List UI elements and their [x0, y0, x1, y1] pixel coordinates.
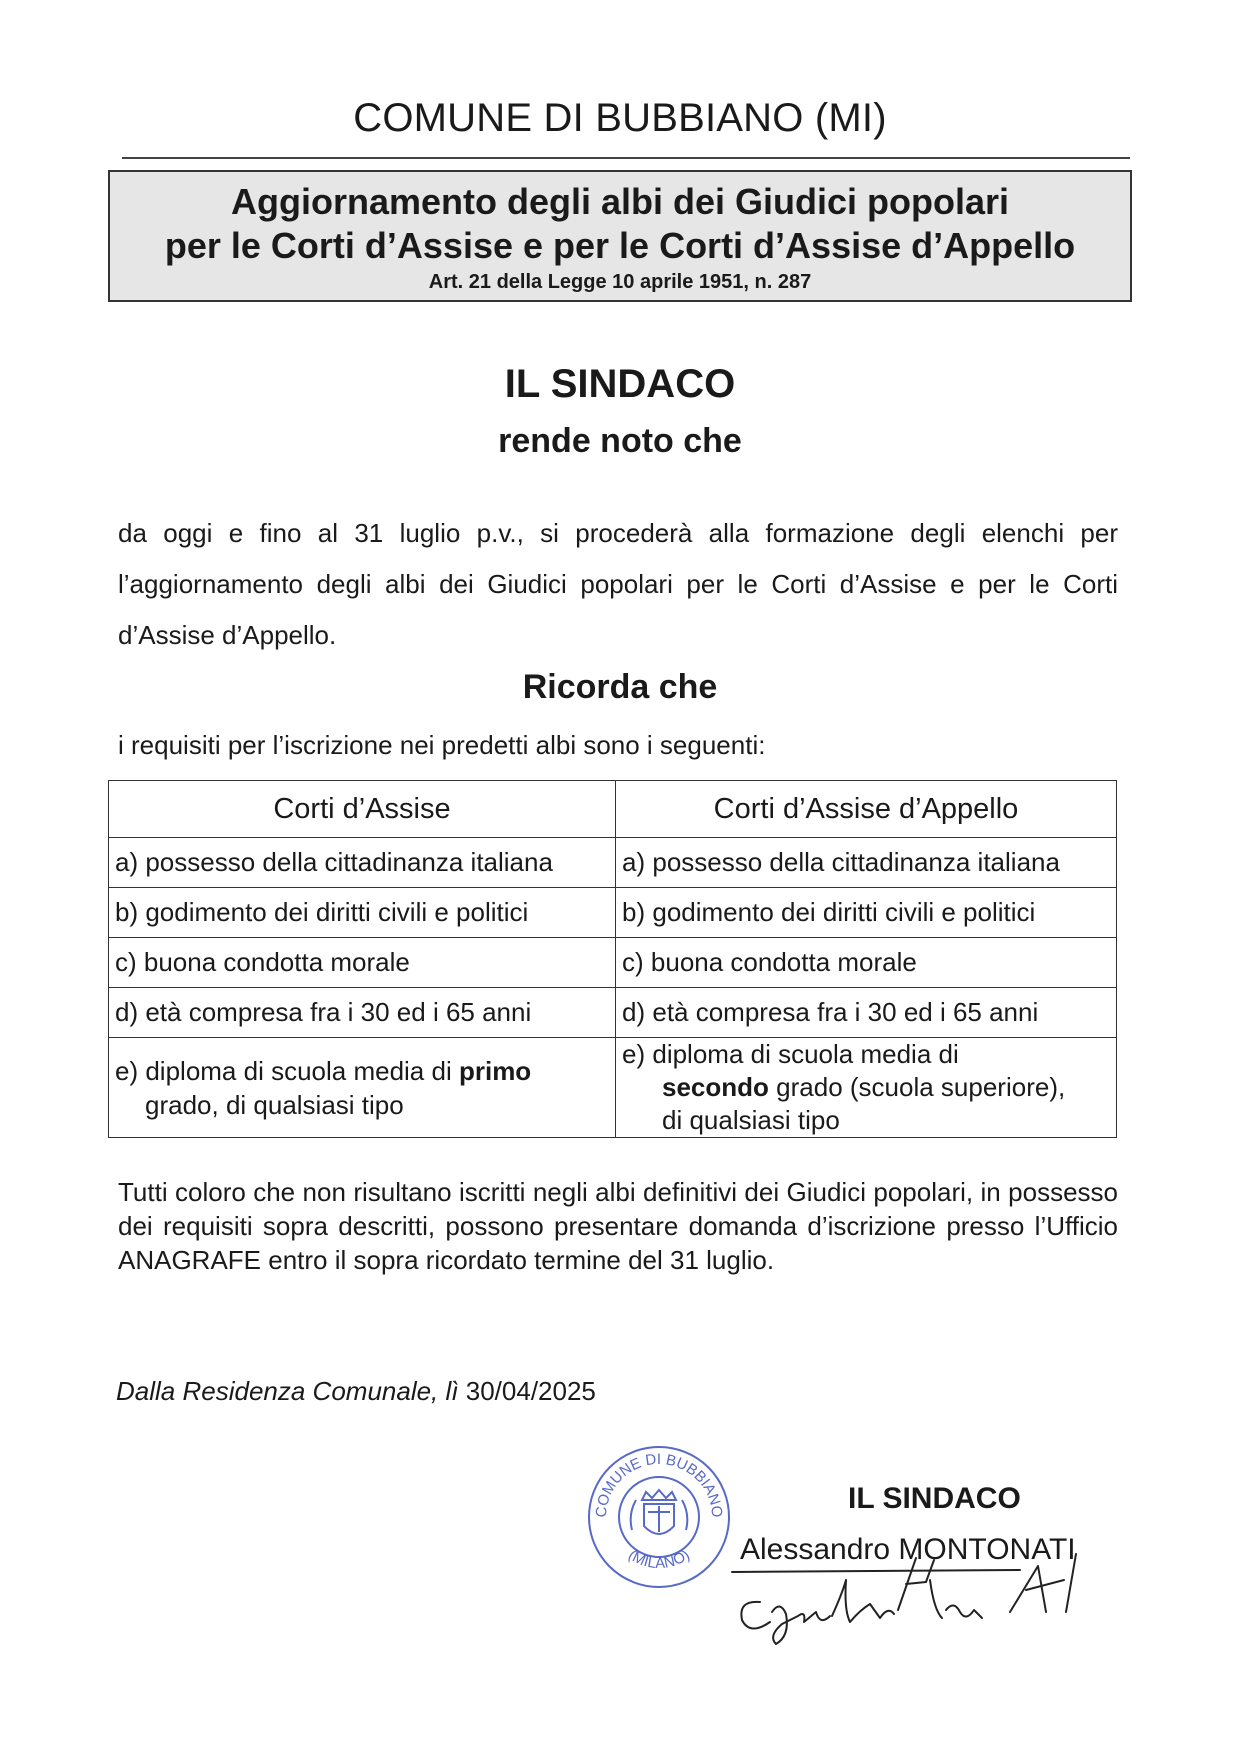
table-cell: a) possesso della cittadinanza italiana — [616, 838, 1117, 888]
municipal-seal-stamp — [584, 1442, 734, 1592]
diploma-right-tail: di qualsiasi tipo — [662, 1105, 840, 1135]
notice-subheading: rende noto che — [498, 422, 742, 460]
mayor-heading: IL SINDACO — [504, 362, 736, 406]
table-cell-diploma-primo — [109, 1038, 616, 1138]
table-cell: d) età compresa fra i 30 ed i 65 anni — [109, 988, 616, 1038]
seal-text-bottom: (MILANO) — [625, 1546, 693, 1573]
handwritten-signature — [720, 1540, 1100, 1650]
table-row — [109, 988, 1117, 1038]
table-row — [109, 838, 1117, 888]
table-cell: d) età compresa fra i 30 ed i 65 anni — [616, 988, 1117, 1038]
table-cell: c) buona condotta morale — [109, 938, 616, 988]
requirements-table — [108, 780, 1117, 1138]
signatory-name: Alessandro MONTONATI — [740, 1533, 1076, 1566]
table-header-row — [109, 781, 1117, 838]
closing-paragraph: Tutti coloro che non risultano iscritti negli albi definitivi dei Giudici popolari, in possesso dei requisiti sopra descritti, possono presentare domanda d’iscrizione presso l’Ufficio ANAGRAFE entro il sopra ricordato termine del 31 luglio. — [118, 1177, 1118, 1275]
diploma-left-suffix: grado, di qualsiasi tipo — [145, 1089, 404, 1120]
diploma-right-bold: secondo — [662, 1072, 769, 1102]
legal-reference: Art. 21 della Legge 10 aprile 1951, n. 287 — [428, 271, 812, 293]
title-line-2: per le Corti d’Assise e per le Corti d’Assise d’Appello — [164, 225, 1076, 266]
column-header-assise-appello: Corti d’Assise d’Appello — [616, 781, 1117, 838]
announcement-paragraph: da oggi e fino al 31 luglio p.v., si procederà alla formazione degli elenchi per l’aggiornamento degli albi dei Giudici popolari per le Corti d’Assise e per le Corti d’Assise d’Appello. — [118, 518, 1118, 650]
diploma-right-suffix: grado (scuola superiore), — [768, 1072, 1066, 1102]
diploma-left-bold: primo — [458, 1055, 532, 1086]
municipality-name: COMUNE DI BUBBIANO (MI) — [353, 96, 887, 140]
table-row — [109, 938, 1117, 988]
title-box — [108, 170, 1132, 302]
table-row — [109, 1038, 1117, 1138]
header-divider — [122, 157, 1130, 159]
diploma-right-line2 — [622, 1071, 1110, 1104]
remember-heading: Ricorda che — [522, 668, 718, 706]
column-header-assise: Corti d’Assise — [109, 781, 616, 838]
title-line-1: Aggiornamento degli albi dei Giudici popolari — [230, 181, 1010, 222]
table-cell: c) buona condotta morale — [616, 938, 1117, 988]
seal-text-top: COMUNE DI BUBBIANO — [592, 1450, 726, 1519]
table-cell: b) godimento dei diritti civili e politici — [616, 888, 1117, 938]
diploma-left-prefix: e) diploma di scuola media di — [115, 1055, 459, 1086]
table-cell: a) possesso della cittadinanza italiana — [109, 838, 616, 888]
table-row — [109, 888, 1117, 938]
place-and-date — [116, 1376, 596, 1407]
table-cell-diploma-secondo — [616, 1038, 1117, 1138]
table-cell: b) godimento dei diritti civili e politici — [109, 888, 616, 938]
signatory-title: IL SINDACO — [848, 1482, 1021, 1515]
date-text: 30/04/2025 — [465, 1376, 596, 1406]
requirements-intro: i requisiti per l’iscrizione nei predetti albi sono i seguenti: — [118, 730, 766, 760]
diploma-right-prefix: e) diploma di scuola media di — [622, 1039, 959, 1069]
place-text: Dalla Residenza Comunale, lì — [116, 1376, 459, 1406]
